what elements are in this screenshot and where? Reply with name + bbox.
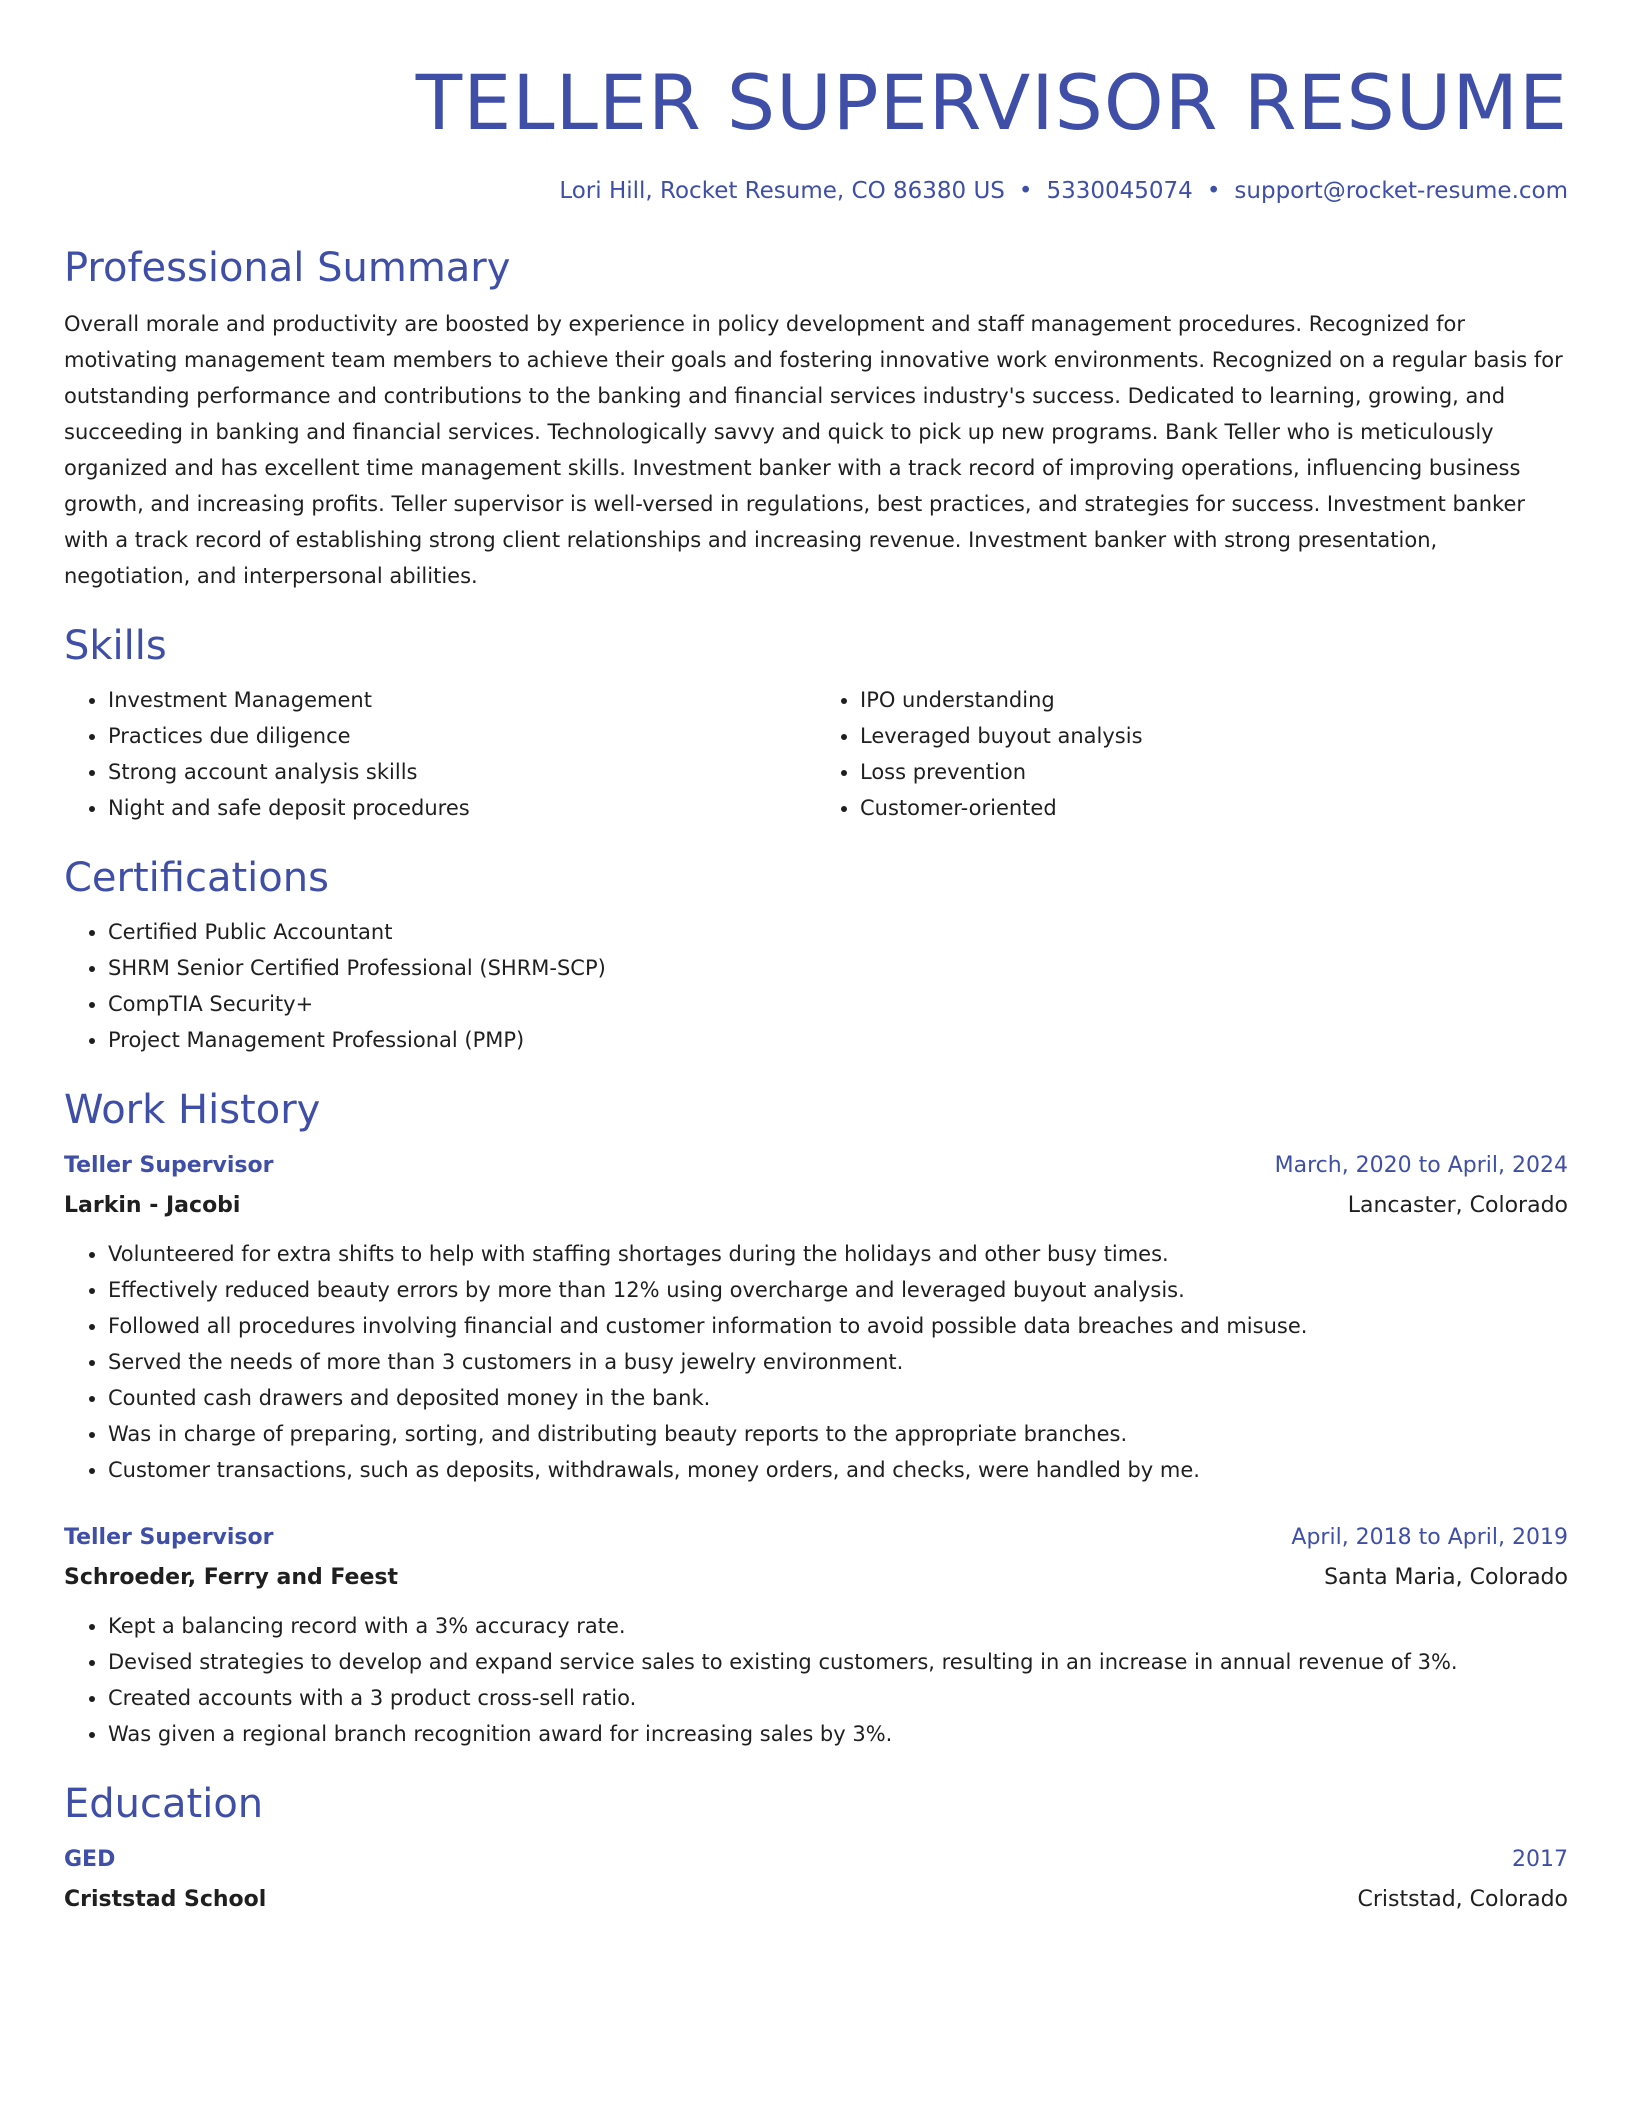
job-bullet: • Counted cash drawers and deposited money in the bank. [108, 1380, 1568, 1416]
certification-item: • CompTIA Security+ [108, 986, 1568, 1022]
certification-item: • Project Management Professional (PMP) [108, 1022, 1568, 1058]
job-company: Schroeder, Ferry and Feest [64, 1565, 398, 1590]
summary-heading: Professional Summary [64, 245, 511, 291]
skill-item: • Leveraged buyout analysis [860, 718, 1568, 754]
certifications-list [64, 914, 1568, 1058]
skills-section [64, 620, 1568, 826]
work-history-section [64, 1084, 1568, 1752]
education-subheader [64, 1882, 1568, 1918]
skill-item: • Night and safe deposit procedures [108, 790, 816, 826]
skill-item: • Practices due diligence [108, 718, 816, 754]
job-company: Larkin - Jacobi [64, 1193, 241, 1218]
summary-text: Overall morale and productivity are boosted by experience in policy development and staff management procedures. Recognized for motivating management team members to achieve their goals and fostering innovative work environments. Recognized on a regular basis for outstanding performance and contributions to the banking and financial services industry's success. Dedicated to learning, growing, and succeeding in banking and financial services. Technologically savvy and quick to pick up new programs. Bank Teller who is meticulously organized and has excellent time management skills. Investment banker with a track record of improving operations, influencing business growth, and increasing profits. Teller supervisor is well-versed in regulations, best practices, and strategies for success. Investment banker with a track record of establishing strong client relationships and increasing revenue. Investment banker with strong presentation, negotiation, and interpersonal abilities. [64, 312, 1563, 588]
job-bullet: • Kept a balancing record with a 3% accuracy rate. [108, 1608, 1568, 1644]
job-bullet: • Volunteered for extra shifts to help with staffing shortages during the holidays and other busy times. [108, 1236, 1568, 1272]
resume-title: TELLER SUPERVISOR RESUME [415, 58, 1568, 147]
skills-right-list [816, 682, 1568, 826]
contact-phone: 5330045074 [1046, 178, 1193, 204]
skills-columns [64, 682, 1568, 826]
education-year: 2017 [1512, 1847, 1568, 1872]
job-bullet: • Created accounts with a 3 product cross-sell ratio. [108, 1680, 1568, 1716]
job-subheader [64, 1188, 1568, 1224]
certifications-heading: Certifications [64, 855, 329, 901]
contact-email[interactable]: support@rocket-resume.com [1234, 178, 1568, 204]
certifications-section [64, 852, 1568, 1058]
job-bullet: • Devised strategies to develop and expand service sales to existing customers, resulting in an increase in annual revenue of 3%. [108, 1644, 1568, 1680]
skill-item: • Customer-oriented [860, 790, 1568, 826]
job-header [64, 1148, 1568, 1184]
job-bullet: • Customer transactions, such as deposits, withdrawals, money orders, and checks, were handled by me. [108, 1452, 1568, 1488]
summary-section [64, 242, 1568, 594]
skill-item: • Strong account analysis skills [108, 754, 816, 790]
education-location: Criststad, Colorado [1357, 1887, 1568, 1912]
skill-item: • Investment Management [108, 682, 816, 718]
contact-separator: • [1018, 178, 1033, 204]
job-entry [64, 1520, 1568, 1752]
contact-address: Lori Hill, Rocket Resume, CO 86380 US [559, 178, 1005, 204]
contact-line [64, 174, 1568, 208]
job-bullet: • Effectively reduced beauty errors by more than 12% using overcharge and leveraged buyout analysis. [108, 1272, 1568, 1308]
education-heading: Education [64, 1781, 264, 1827]
education-header [64, 1842, 1568, 1878]
contact-separator: • [1206, 178, 1221, 204]
work-history-heading: Work History [64, 1087, 321, 1133]
certification-item: • SHRM Senior Certified Professional (SHRM-SCP) [108, 950, 1568, 986]
job-location: Lancaster, Colorado [1347, 1193, 1568, 1218]
job-location: Santa Maria, Colorado [1324, 1565, 1568, 1590]
job-bullets [64, 1608, 1568, 1752]
job-title: Teller Supervisor [64, 1153, 274, 1178]
education-entry [64, 1842, 1568, 1918]
job-header [64, 1520, 1568, 1556]
certification-item: • Certified Public Accountant [108, 914, 1568, 950]
job-bullet: • Was in charge of preparing, sorting, and distributing beauty reports to the appropriate branches. [108, 1416, 1568, 1452]
job-bullet: • Served the needs of more than 3 customers in a busy jewelry environment. [108, 1344, 1568, 1380]
job-subheader [64, 1560, 1568, 1596]
skill-item: • Loss prevention [860, 754, 1568, 790]
job-title: Teller Supervisor [64, 1525, 274, 1550]
skills-heading: Skills [64, 623, 167, 669]
skills-left-list [64, 682, 816, 826]
education-section [64, 1778, 1568, 1918]
job-bullets [64, 1236, 1568, 1488]
skill-item: • IPO understanding [860, 682, 1568, 718]
job-dates: April, 2018 to April, 2019 [1291, 1525, 1568, 1550]
job-dates: March, 2020 to April, 2024 [1274, 1153, 1568, 1178]
job-entry [64, 1148, 1568, 1488]
job-bullet: • Followed all procedures involving financial and customer information to avoid possible data breaches and misuse. [108, 1308, 1568, 1344]
education-school: Criststad School [64, 1887, 267, 1912]
job-bullet: • Was given a regional branch recognition award for increasing sales by 3%. [108, 1716, 1568, 1752]
education-degree: GED [64, 1847, 116, 1872]
